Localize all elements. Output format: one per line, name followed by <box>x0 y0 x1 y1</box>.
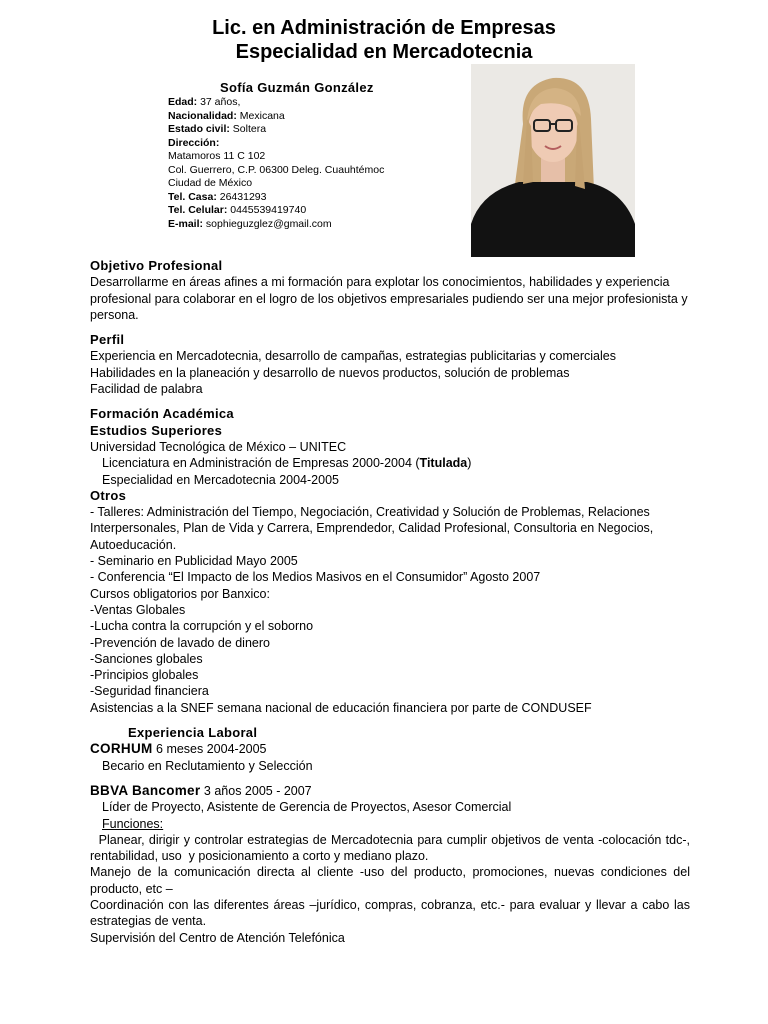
otros-line: - Seminario en Publicidad Mayo 2005 <box>90 554 298 569</box>
job1-row: CORHUM 6 meses 2004-2005 <box>90 741 267 757</box>
otros-line: Asistencias a la SNEF semana nacional de educación financiera por parte de CONDUSEF <box>90 700 592 715</box>
job2-row: BBVA Bancomer 3 años 2005 - 2007 <box>90 782 312 798</box>
section-heading-perfil: Perfil <box>90 332 125 348</box>
otros-line: -Prevención de lavado de dinero <box>90 635 270 650</box>
specialty-row: Especialidad en Mercadotecnia 2004-2005 <box>102 472 339 487</box>
otros-line: -Sanciones globales <box>90 651 203 666</box>
otros-talleres: - Talleres: Administración del Tiempo, Negociación, Creatividad y Solución de Problemas, Relaciones Interpersonales, Plan de Vida y Carrera, Emprendedor, Calidad Profesional, Consultoria en Negocios, Autoeducación. <box>90 505 654 552</box>
address-line2: Col. Guerrero, C.P. 06300 Deleg. Cuauhtémoc <box>168 163 385 176</box>
funciones-label: Funciones: <box>102 816 164 831</box>
address-label: Dirección: <box>168 136 220 149</box>
civil-status-row: Estado civil: Soltera <box>168 123 267 135</box>
funcion-item: Supervisión del Centro de Atención Telefónica <box>90 930 345 945</box>
perfil-line: Habilidades en la planeación y desarrollo de nuevos productos, solución de problemas <box>90 365 570 380</box>
otros-line: -Ventas Globales <box>90 602 186 617</box>
funcion-item: Planear, dirigir y controlar estrategias de Mercadotecnia para cumplir objetivos de venta -colocación tdc-, rentabilidad, uso y posicionamiento a corto y mediano plazo. <box>90 832 694 864</box>
personal-info <box>168 96 384 231</box>
otros-line: - Conferencia “El Impacto de los Medios Masivos en el Consumidor” Agosto 2007 <box>90 570 541 585</box>
address-line3: Ciudad de México <box>168 177 253 189</box>
portrait-illustration <box>471 64 635 257</box>
age-row: Edad: 37 años, <box>168 96 241 108</box>
home-phone-row: Tel. Casa: 26431293 <box>168 190 267 203</box>
document-title-line1: Lic. en Administración de Empresas <box>212 17 556 39</box>
job2-role: Líder de Proyecto, Asistente de Gerencia de Proyectos, Asesor Comercial <box>102 800 512 815</box>
profile-photo <box>471 64 635 257</box>
university: Universidad Tecnológica de México – UNITEC <box>90 439 347 454</box>
section-heading-formacion: Formación Académica <box>90 406 234 422</box>
document-title-line2: Especialidad en Mercadotecnia <box>235 41 533 63</box>
funcion-item: Manejo de la comunicación directa al cliente -uso del producto, promociones, nuevas condiciones del producto, etc – <box>90 865 690 896</box>
section-heading-objetivo: Objetivo Profesional <box>90 258 223 273</box>
funcion-item: Coordinación con las diferentes áreas –jurídico, compras, cobranza, etc.- para evaluar y llevar a cabo las estrategias de venta. <box>90 897 690 929</box>
job1-role: Becario en Reclutamiento y Selección <box>102 758 313 773</box>
otros-line: -Seguridad financiera <box>90 684 209 699</box>
subheading-otros: Otros <box>90 487 127 503</box>
resume-body <box>90 258 694 946</box>
otros-line: -Principios globales <box>90 668 199 683</box>
perfil-line: Experiencia en Mercadotecnia, desarrollo de campañas, estrategias publicitarias y comerciales <box>90 349 616 364</box>
nationality-row: Nacionalidad: Mexicana <box>168 109 285 122</box>
cell-phone-row: Tel. Celular: 0445539419740 <box>168 204 307 216</box>
objetivo-text: Desarrollarme en áreas afines a mi formación para explotar los conocimientos, habilidades y experiencia profesional para colaborar en el logro de los objetivos empresariales pudiendo ser una mejor profesionista y persona. <box>90 275 688 322</box>
email-row: E-mail: sophieguzglez@gmail.com <box>168 217 332 230</box>
candidate-name: Sofía Guzmán González <box>220 80 374 95</box>
otros-line: Cursos obligatorios por Banxico: <box>90 586 270 601</box>
subheading-estudios: Estudios Superiores <box>90 422 223 438</box>
perfil-line: Facilidad de palabra <box>90 382 203 397</box>
otros-line: -Lucha contra la corrupción y el soborno <box>90 619 314 634</box>
section-heading-experiencia: Experiencia Laboral <box>128 725 258 741</box>
degree-row: Licenciatura en Administración de Empresas 2000-2004 (Titulada) <box>102 456 472 471</box>
address-line1: Matamoros 11 C 102 <box>168 150 266 162</box>
